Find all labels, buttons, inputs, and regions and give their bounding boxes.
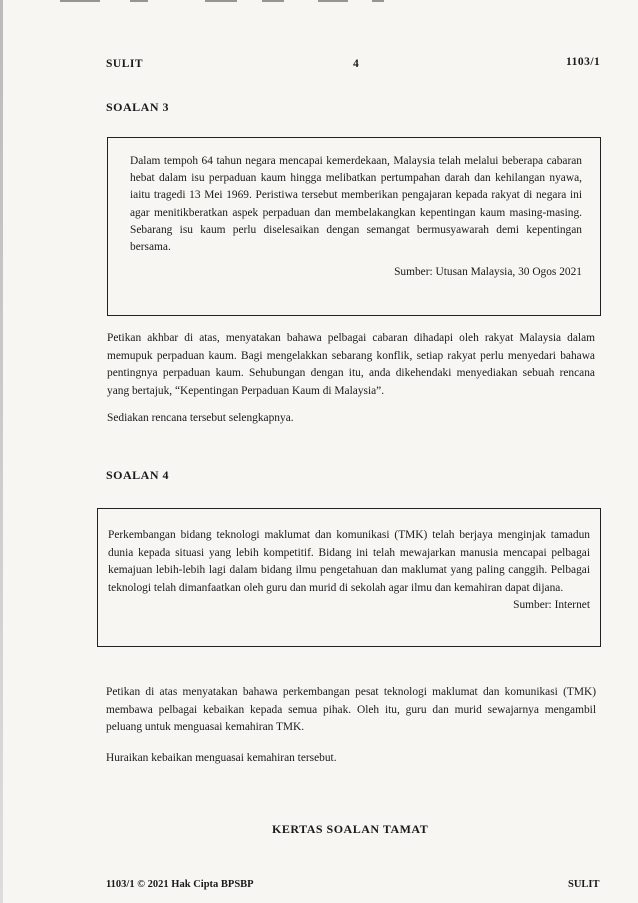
question-4-instruction: Huraikan kebaikan menguasai kemahiran tersebut. xyxy=(106,751,337,764)
scan-mark xyxy=(130,0,148,2)
scan-edge xyxy=(0,0,3,903)
header-classification: SULIT xyxy=(106,58,144,70)
scan-mark xyxy=(262,0,284,2)
scan-mark xyxy=(60,0,100,2)
footer-copyright: 1103/1 © 2021 Hak Cipta BPSBP xyxy=(106,879,254,890)
scan-mark xyxy=(372,0,384,2)
scan-mark xyxy=(318,0,348,2)
question-4-source: Sumber: Internet xyxy=(513,599,590,612)
question-4-title: SOALAN 4 xyxy=(106,468,170,482)
question-4-excerpt-text: Perkembangan bidang teknologi maklumat dan komunikasi (TMK) telah berjaya menginjak tamadun dunia kepada situasi yang lebih kompetitif. Bidang ini telah mewajarkan manusia mencapai pelbagai kemajuan lebih-lebih lagi dalam bidang ilmu pengetahuan dan maklumat yang paling canggih. Pelbagai teknologi telah dimanfaatkan oleh guru dan murid di sekolah agar ilmu dan kemahiran dapat dijana. xyxy=(108,529,590,594)
end-of-paper-text: KERTAS SOALAN TAMAT xyxy=(272,822,429,836)
paper-code: 1103/1 xyxy=(566,56,601,68)
question-4-paragraph: Petikan di atas menyatakan bahawa perkembangan pesat teknologi maklumat dan komunikasi (TMK) membawa pelbagai kebaikan kepada semua pihak. Oleh itu, guru dan murid sewajarnya mengambil peluang untuk menguasai kemahiran TMK. xyxy=(106,686,596,733)
question-3-title: SOALAN 3 xyxy=(106,100,170,114)
question-4-paragraph-block xyxy=(106,684,596,767)
footer-classification: SULIT xyxy=(568,879,600,890)
question-3-excerpt-box xyxy=(107,137,601,316)
question-3-instruction: Sediakan rencana tersebut selengkapnya. xyxy=(107,412,294,424)
question-3-excerpt-text: Dalam tempoh 64 tahun negara mencapai kemerdekaan, Malaysia telah melalui beberapa cabaran hebat dalam isu perpaduan kaum hingga melibatkan pertumpahan darah dan kehilangan nyawa, iaitu tragedi 13 Mei 1969. Peristiwa tersebut memberikan pengajaran kepada rakyat di negara ini agar menitikberatkan aspek perpaduan dan membelakangkan kepentingan kaum masing-masing. Sebarang isu kaum perlu diselesaikan dengan semangat bermusyawarah demi kepentingan bersama. xyxy=(130,155,582,254)
question-3-paragraph: Petikan akhbar di atas, menyatakan bahawa pelbagai cabaran dihadapi oleh rakyat Malaysia dalam memupuk perpaduan kaum. Bagi mengelakkan sebarang konflik, setiap rakyat perlu menyedari bahawa pentingnya perpaduan kaum. Sehubungan dengan itu, anda dikehendaki menyediakan sebuah rencana yang bertajuk, “Kepentingan Perpaduan Kaum di Malaysia”. xyxy=(107,332,595,397)
scan-mark xyxy=(205,0,237,2)
question-3-source: Sumber: Utusan Malaysia, 30 Ogos 2021 xyxy=(394,266,582,279)
page-number: 4 xyxy=(353,58,360,70)
question-4-excerpt-box xyxy=(97,508,601,647)
question-3-paragraph-block xyxy=(107,330,595,428)
